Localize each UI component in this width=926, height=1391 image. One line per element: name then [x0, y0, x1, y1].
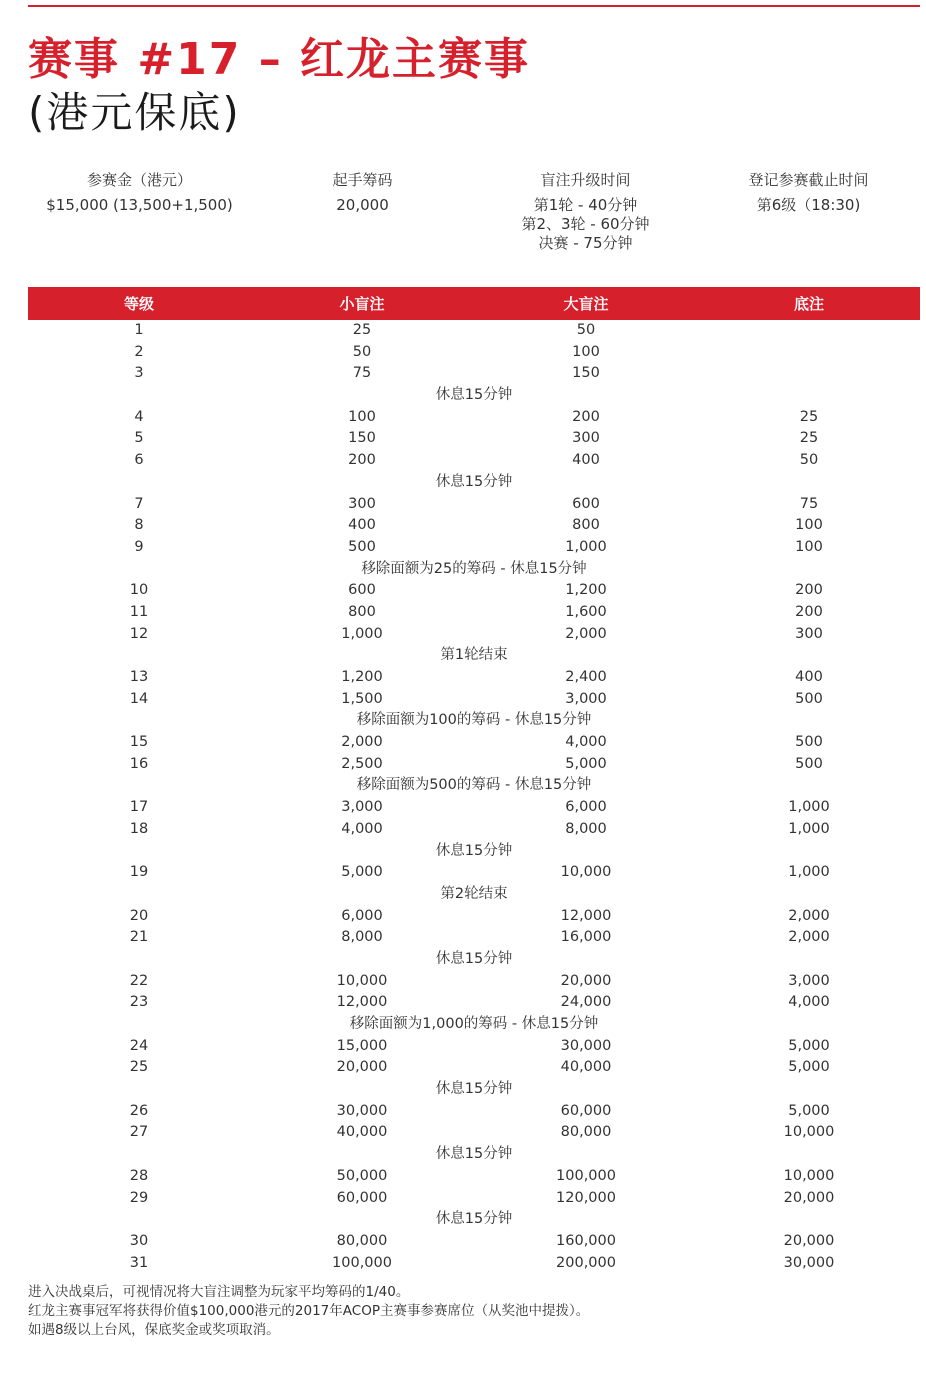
cell-big-blind: 400 — [572, 452, 600, 469]
cell-small-blind: 10,000 — [336, 972, 388, 989]
cell-small-blind: 1,200 — [341, 669, 383, 685]
cell-ante: 500 — [795, 755, 823, 772]
cell-ante: 20,000 — [783, 1189, 835, 1206]
table-row — [28, 1166, 920, 1188]
cell-level: 4 — [134, 408, 144, 425]
table-row — [28, 1253, 920, 1275]
cell-big-blind: 8,000 — [565, 820, 607, 837]
table-row — [28, 537, 920, 559]
cell-big-blind: 10,000 — [560, 864, 612, 881]
cell-big-blind: 50 — [576, 322, 596, 338]
break-note: 移除面额为25的筹码 - 休息15分钟 — [361, 560, 587, 577]
cell-level: 20 — [129, 907, 149, 924]
table-row — [28, 1231, 920, 1253]
table-row — [28, 407, 920, 429]
info-blind-levels — [474, 170, 697, 253]
break-note: 移除面额为500的筹码 - 休息15分钟 — [356, 777, 592, 794]
cell-level: 13 — [129, 669, 149, 685]
cell-big-blind: 160,000 — [556, 1232, 616, 1249]
cell-ante: 4,000 — [788, 994, 830, 1011]
info-value: $15,000 (13,500+1,500) — [46, 196, 233, 214]
table-row — [28, 342, 920, 364]
cell-level: 9 — [134, 538, 144, 555]
info-label: 登记参赛截止时间 — [748, 171, 869, 189]
cell-small-blind: 75 — [352, 365, 372, 382]
cell-big-blind: 1,600 — [565, 603, 607, 620]
cell-big-blind: 60,000 — [560, 1102, 612, 1119]
cell-small-blind: 80,000 — [336, 1232, 388, 1249]
cell-ante: 400 — [795, 669, 823, 685]
cell-big-blind: 300 — [572, 430, 600, 447]
cell-small-blind: 2,000 — [341, 734, 383, 751]
cell-ante: 20,000 — [783, 1232, 835, 1249]
cell-level: 3 — [134, 365, 144, 382]
break-row — [28, 949, 920, 971]
cell-small-blind: 150 — [348, 430, 376, 447]
break-note: 移除面额为1,000的筹码 - 休息15分钟 — [349, 1016, 599, 1032]
footer-note: 如遇8级以上台风，保底奖金或奖项取消。 — [28, 1322, 280, 1338]
cell-level: 17 — [129, 799, 149, 816]
cell-big-blind: 20,000 — [560, 972, 612, 989]
cell-small-blind: 8,000 — [341, 929, 383, 946]
break-row — [28, 1014, 920, 1036]
table-row — [28, 320, 920, 342]
break-note: 休息15分钟 — [435, 842, 513, 859]
cell-ante: 50 — [799, 452, 819, 469]
table-row — [28, 667, 920, 689]
table-row — [28, 363, 920, 385]
break-note: 休息15分钟 — [435, 1081, 513, 1098]
cell-big-blind: 6,000 — [565, 799, 607, 816]
cell-big-blind: 2,400 — [565, 669, 607, 685]
table-row — [28, 732, 920, 754]
cell-level: 15 — [129, 734, 149, 751]
top-rule — [28, 5, 920, 7]
table-row — [28, 580, 920, 602]
cell-level: 11 — [129, 603, 149, 620]
break-row — [28, 1144, 920, 1166]
cell-small-blind: 60,000 — [336, 1189, 388, 1206]
cell-small-blind: 15,000 — [336, 1037, 388, 1054]
cell-ante: 2,000 — [788, 929, 830, 946]
header-big-blind: 大盲注 — [563, 295, 609, 313]
break-row — [28, 884, 920, 906]
cell-level: 24 — [129, 1037, 149, 1054]
cell-level: 23 — [129, 994, 149, 1011]
cell-small-blind: 500 — [348, 538, 376, 555]
cell-ante: 500 — [795, 734, 823, 751]
footer-note: 红龙主赛事冠军将获得价值$100,000港元的2017年ACOP主赛事参赛席位（从奖池中提拨）。 — [28, 1303, 590, 1319]
cell-level: 7 — [134, 495, 144, 512]
cell-level: 16 — [129, 755, 149, 772]
break-note: 休息15分钟 — [435, 387, 513, 404]
cell-small-blind: 2,500 — [341, 755, 383, 772]
table-row — [28, 428, 920, 450]
break-row — [28, 841, 920, 863]
table-row — [28, 624, 920, 646]
cell-ante: 1,000 — [788, 799, 830, 816]
table-row — [28, 689, 920, 711]
cell-big-blind: 150 — [572, 365, 600, 382]
cell-big-blind: 800 — [572, 517, 600, 534]
info-value: 第6级（18:30) — [756, 196, 861, 214]
footer-note: 进入决战桌后，可视情况将大盲注调整为玩家平均筹码的1/40。 — [28, 1284, 410, 1300]
cell-level: 18 — [129, 820, 149, 837]
info-late-registration — [697, 170, 920, 215]
table-row — [28, 971, 920, 993]
table-row — [28, 515, 920, 537]
cell-big-blind: 1,200 — [565, 582, 607, 599]
break-row — [28, 1209, 920, 1231]
cell-ante: 2,000 — [788, 907, 830, 924]
cell-level: 19 — [129, 864, 149, 881]
header-ante: 底注 — [793, 295, 824, 313]
table-row — [28, 927, 920, 949]
cell-level: 21 — [129, 929, 149, 946]
cell-small-blind: 12,000 — [336, 994, 388, 1011]
table-row — [28, 1122, 920, 1144]
structure-table-body — [28, 320, 920, 1274]
table-row — [28, 797, 920, 819]
cell-level: 6 — [134, 452, 144, 469]
cell-ante: 3,000 — [788, 972, 830, 989]
cell-level: 14 — [129, 690, 149, 707]
break-row — [28, 559, 920, 581]
cell-small-blind: 1,500 — [341, 690, 383, 707]
cell-big-blind: 5,000 — [565, 755, 607, 772]
table-row — [28, 494, 920, 516]
cell-ante: 75 — [799, 495, 819, 512]
cell-level: 2 — [134, 343, 144, 360]
info-value: 20,000 — [336, 196, 389, 214]
cell-big-blind: 600 — [572, 495, 600, 512]
cell-small-blind: 100,000 — [332, 1254, 392, 1271]
break-note: 第1轮结束 — [440, 647, 508, 664]
cell-ante: 300 — [795, 625, 823, 642]
cell-ante: 200 — [795, 603, 823, 620]
table-row — [28, 450, 920, 472]
cell-big-blind: 200,000 — [556, 1254, 616, 1271]
cell-small-blind: 30,000 — [336, 1102, 388, 1119]
break-row — [28, 710, 920, 732]
structure-table-header — [28, 287, 920, 320]
event-info — [28, 170, 920, 260]
table-row — [28, 906, 920, 928]
cell-level: 30 — [129, 1232, 149, 1249]
cell-small-blind: 20,000 — [336, 1059, 388, 1076]
cell-level: 28 — [129, 1167, 149, 1184]
cell-ante: 10,000 — [783, 1124, 835, 1141]
break-note: 休息15分钟 — [435, 473, 513, 490]
cell-ante: 500 — [795, 690, 823, 707]
info-buyin — [28, 170, 251, 215]
table-row — [28, 819, 920, 841]
cell-small-blind: 600 — [348, 582, 376, 599]
cell-big-blind: 1,000 — [565, 538, 607, 555]
cell-small-blind: 100 — [348, 408, 376, 425]
cell-big-blind: 24,000 — [560, 994, 612, 1011]
cell-ante: 5,000 — [788, 1037, 830, 1054]
cell-level: 31 — [129, 1254, 149, 1271]
cell-ante: 100 — [795, 538, 823, 555]
cell-big-blind: 4,000 — [565, 734, 607, 751]
header-small-blind: 小盲注 — [339, 295, 385, 313]
cell-big-blind: 100,000 — [556, 1167, 616, 1184]
cell-ante: 25 — [799, 408, 819, 425]
cell-big-blind: 12,000 — [560, 907, 612, 924]
table-row — [28, 1036, 920, 1058]
table-row — [28, 992, 920, 1014]
info-label: 盲注升级时间 — [540, 171, 631, 189]
info-label: 参赛金（港元） — [86, 171, 192, 189]
cell-big-blind: 30,000 — [560, 1037, 612, 1054]
cell-small-blind: 200 — [348, 452, 376, 469]
cell-ante: 1,000 — [788, 820, 830, 837]
cell-small-blind: 50 — [352, 343, 372, 360]
cell-big-blind: 200 — [572, 408, 600, 425]
cell-ante: 100 — [795, 517, 823, 534]
cell-level: 25 — [129, 1059, 149, 1076]
cell-big-blind: 2,000 — [565, 625, 607, 642]
cell-level: 12 — [129, 625, 149, 642]
break-note: 休息15分钟 — [435, 1211, 513, 1228]
cell-ante: 5,000 — [788, 1102, 830, 1119]
table-row — [28, 1101, 920, 1123]
cell-big-blind: 40,000 — [560, 1059, 612, 1076]
cell-ante: 5,000 — [788, 1059, 830, 1076]
cell-ante: 30,000 — [783, 1254, 835, 1271]
cell-ante: 10,000 — [783, 1167, 835, 1184]
event-subtitle: (港元保底) — [28, 88, 241, 137]
info-value: 第1轮 - 40分钟 第2、3轮 - 60分钟 决赛 - 75分钟 — [521, 196, 650, 252]
cell-small-blind: 40,000 — [336, 1124, 388, 1141]
break-row — [28, 1079, 920, 1101]
cell-big-blind: 80,000 — [560, 1124, 612, 1141]
cell-level: 27 — [129, 1124, 149, 1141]
cell-level: 26 — [129, 1102, 149, 1119]
cell-small-blind: 400 — [348, 517, 376, 534]
break-note: 移除面额为100的筹码 - 休息15分钟 — [356, 712, 592, 729]
table-row — [28, 602, 920, 624]
cell-big-blind: 3,000 — [565, 690, 607, 707]
cell-small-blind: 800 — [348, 603, 376, 620]
table-row — [28, 1057, 920, 1079]
break-row — [28, 775, 920, 797]
footer-notes — [28, 1283, 589, 1340]
cell-small-blind: 25 — [352, 322, 372, 338]
cell-small-blind: 5,000 — [341, 864, 383, 881]
break-row — [28, 472, 920, 494]
cell-small-blind: 6,000 — [341, 907, 383, 924]
cell-level: 1 — [134, 322, 144, 338]
cell-big-blind: 100 — [572, 343, 600, 360]
cell-ante: 25 — [799, 430, 819, 447]
cell-ante: 1,000 — [788, 864, 830, 881]
cell-small-blind: 1,000 — [341, 625, 383, 642]
info-label: 起手筹码 — [332, 171, 393, 189]
break-note: 休息15分钟 — [435, 1146, 513, 1163]
cell-level: 29 — [129, 1189, 149, 1206]
cell-big-blind: 16,000 — [560, 929, 612, 946]
table-row — [28, 1188, 920, 1210]
event-title: 赛事 #17 – 红龙主赛事 — [28, 34, 531, 85]
break-row — [28, 645, 920, 667]
cell-level: 8 — [134, 517, 144, 534]
info-starting-stack — [251, 170, 474, 215]
table-row — [28, 862, 920, 884]
cell-small-blind: 4,000 — [341, 820, 383, 837]
table-row — [28, 754, 920, 776]
break-note: 休息15分钟 — [435, 950, 513, 967]
header-level: 等级 — [123, 295, 154, 313]
cell-small-blind: 3,000 — [341, 799, 383, 816]
break-row — [28, 385, 920, 407]
cell-ante: 200 — [795, 582, 823, 599]
break-note: 第2轮结束 — [440, 885, 508, 902]
cell-level: 5 — [134, 430, 144, 447]
cell-small-blind: 300 — [348, 495, 376, 512]
cell-level: 10 — [129, 582, 149, 599]
cell-level: 22 — [129, 972, 149, 989]
cell-big-blind: 120,000 — [556, 1189, 616, 1206]
cell-small-blind: 50,000 — [336, 1167, 388, 1184]
